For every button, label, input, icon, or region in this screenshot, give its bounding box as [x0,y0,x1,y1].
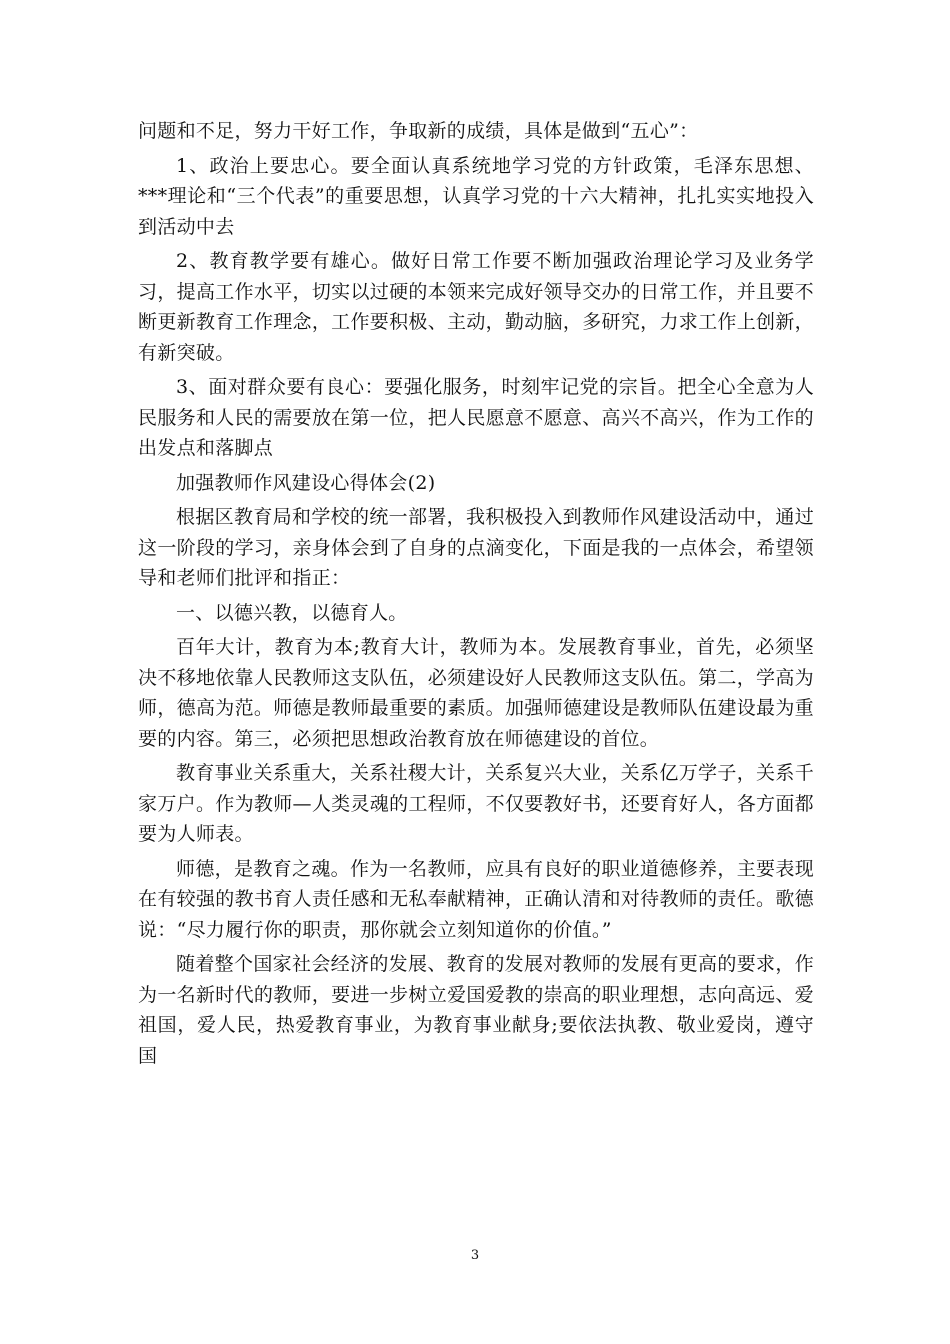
paragraph-body: 教育事业关系重大，关系社稷大计，关系复兴大业，关系亿万学子，关系千家万户。作为教师—人类灵魂的工程师，不仅要教好书，还要育好人，各方面都要为人师表。 [138,762,814,845]
paragraph-continuation: 问题和不足，努力干好工作，争取新的成绩，具体是做到“五心”： [138,120,699,142]
section-title: 加强教师作风建设心得体会(2) [176,471,436,494]
document-body [138,116,814,1075]
paragraph-intro: 根据区教育局和学校的统一部署，我积极投入到教师作风建设活动中，通过这一阶段的学习，亲身体会到了自身的点滴变化，下面是我的一点体会，希望领导和老师们批评和指正： [138,506,814,589]
paragraph-body: 随着整个国家社会经济的发展、教育的发展对教师的发展有更高的要求，作为一名新时代的教师，要进一步树立爱国爱教的崇高的职业理想，志向高远、爱祖国，爱人民，热爱教育事业，为教育事业献身;要依法执教、敬业爱岗，遵守国 [138,953,814,1067]
paragraph-item-1: 1、政治上要忠心。要全面认真系统地学习党的方针政策，毛泽东思想、***理论和“三个代表”的重要思想，认真学习党的十六大精神，扎扎实实地投入到活动中去 [138,154,814,238]
paragraph-body: 师德，是教育之魂。作为一名教师，应具有良好的职业道德修养，主要表现在有较强的教书育人责任感和无私奉献精神，正确认清和对待教师的责任。歌德说：“尽力履行你的职责，那你就会立刻知道你的价值。” [138,857,814,941]
paragraph-item-3: 3、面对群众要有良心：要强化服务，时刻牢记党的宗旨。把全心全意为人民服务和人民的需要放在第一位，把人民愿意不愿意、高兴不高兴，作为工作的出发点和落脚点 [138,376,814,459]
paragraph-item-2: 2、教育教学要有雄心。做好日常工作要不断加强政治理论学习及业务学习，提高工作水平，切实以过硬的本领来完成好领导交办的日常工作，并且要不断更新教育工作理念，工作要积极、主动，勤动脑，多研究，力求工作上创新，有新突破。 [138,250,814,364]
section-heading-1: 一、以德兴教，以德育人。 [176,601,408,624]
page-number: 3 [470,1248,480,1263]
paragraph-body: 百年大计，教育为本;教育大计，教师为本。发展教育事业，首先，必须坚决不移地依靠人民教师这支队伍，必须建设好人民教师这支队伍。第二，学高为师，德高为范。师德是教师最重要的素质。加强师德建设是教师队伍建设最为重要的内容。第三，必须把思想政治教育放在师德建设的首位。 [138,636,814,750]
